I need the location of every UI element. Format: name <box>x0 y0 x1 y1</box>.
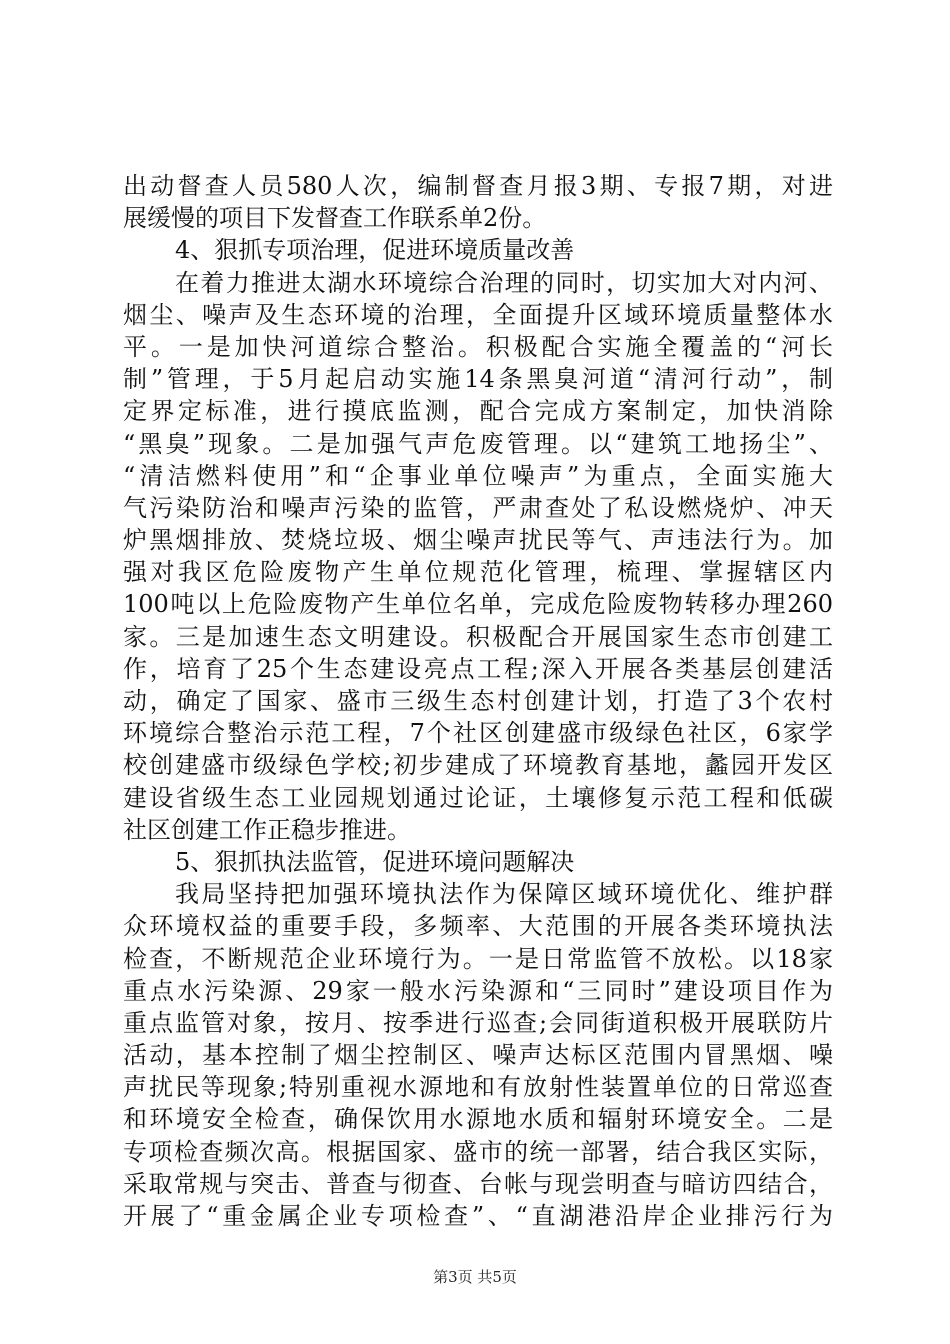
text-line: 专项检查频次高。根据国家、盛市的统一部署，结合我区实际， <box>123 1137 833 1166</box>
text-line: 众环境权益的重要手段，多频率、大范围的开展各类环境执法 <box>123 912 833 941</box>
text-line: 校创建盛市级绿色学校;初步建成了环境教育基地，蠡园开发区 <box>123 751 833 780</box>
text-line: 展缓慢的项目下发督查工作联系单2份。 <box>123 204 547 233</box>
text-line: 建设省级生态工业园规划通过论证，土壤修复示范工程和低碳 <box>123 783 833 812</box>
text-line: 定界定标准，进行摸底监测，配合完成方案制定，加快消除 <box>123 397 833 426</box>
text-line: 在着力推进太湖水环境综合治理的同时，切实加大对内河、 <box>175 268 833 297</box>
text-line: 我局坚持把加强环境执法作为保障区域环境优化、维护群 <box>175 880 833 909</box>
text-line: 检查，不断规范企业环境行为。一是日常监管不放松。以18家 <box>123 944 833 973</box>
text-line: 声扰民等现象;特别重视水源地和有放射性装置单位的日常巡查 <box>123 1073 833 1102</box>
text-line: 采取常规与突击、普查与彻查、台帐与现尝明查与暗访四结合， <box>123 1169 833 1198</box>
text-line: 作，培育了25个生态建设亮点工程;深入开展各类基层创建活 <box>123 654 833 683</box>
text-line: 社区创建工作正稳步推进。 <box>123 815 411 844</box>
text-line: 炉黑烟排放、焚烧垃圾、烟尘噪声扰民等气、声违法行为。加 <box>123 526 833 555</box>
text-line: 环境综合整治示范工程，7个社区创建盛市级绿色社区，6家学 <box>123 719 833 748</box>
document-body <box>123 170 833 1232</box>
text-line: 动，确定了国家、盛市三级生态村创建计划，打造了3个农村 <box>123 687 833 715</box>
text-line: 出动督查人员580人次，编制督查月报3期、专报7期，对进 <box>123 172 833 200</box>
text-line: 平。一是加快河道综合整治。积极配合实施全覆盖的“河长 <box>123 332 833 361</box>
text-line: 100吨以上危险废物产生单位名单，完成危险废物转移办理260 <box>123 590 833 619</box>
text-line: 气污染防治和噪声污染的监管，严肃查处了私设燃烧炉、冲天 <box>123 493 833 522</box>
text-line: 开展了“重金属企业专项检查”、“直湖港沿岸企业排污行为 <box>123 1202 833 1230</box>
text-line: 和环境安全检查，确保饮用水源地水质和辐射环境安全。二是 <box>123 1105 833 1134</box>
text-line: “清洁燃料使用”和“企事业单位噪声”为重点，全面实施大 <box>123 461 833 490</box>
text-line: 制”管理，于5月起启动实施14条黑臭河道“清河行动”，制 <box>123 365 833 394</box>
text-line: 烟尘、噪声及生态环境的治理，全面提升区域环境质量整体水 <box>123 300 833 329</box>
text-line: 强对我区危险废物产生单位规范化管理，梳理、掌握辖区内 <box>123 558 833 587</box>
text-line: 活动，基本控制了烟尘控制区、噪声达标区范围内冒黑烟、噪 <box>123 1041 833 1070</box>
text-line: 家。三是加速生态文明建设。积极配合开展国家生态市创建工 <box>123 622 833 651</box>
section-heading: 5、狠抓执法监管，促进环境问题解决 <box>175 847 575 876</box>
text-line: 重点水污染源、29家一般水污染源和“三同时”建设项目作为 <box>123 976 833 1005</box>
page-footer: 第3页 共5页 <box>433 1268 517 1286</box>
text-line: “黑臭”现象。二是加强气声危废管理。以“建筑工地扬尘”、 <box>123 429 833 458</box>
text-line: 重点监管对象，按月、按季进行巡查;会同街道积极开展联防片 <box>123 1008 833 1037</box>
section-heading: 4、狠抓专项治理，促进环境质量改善 <box>175 236 575 265</box>
